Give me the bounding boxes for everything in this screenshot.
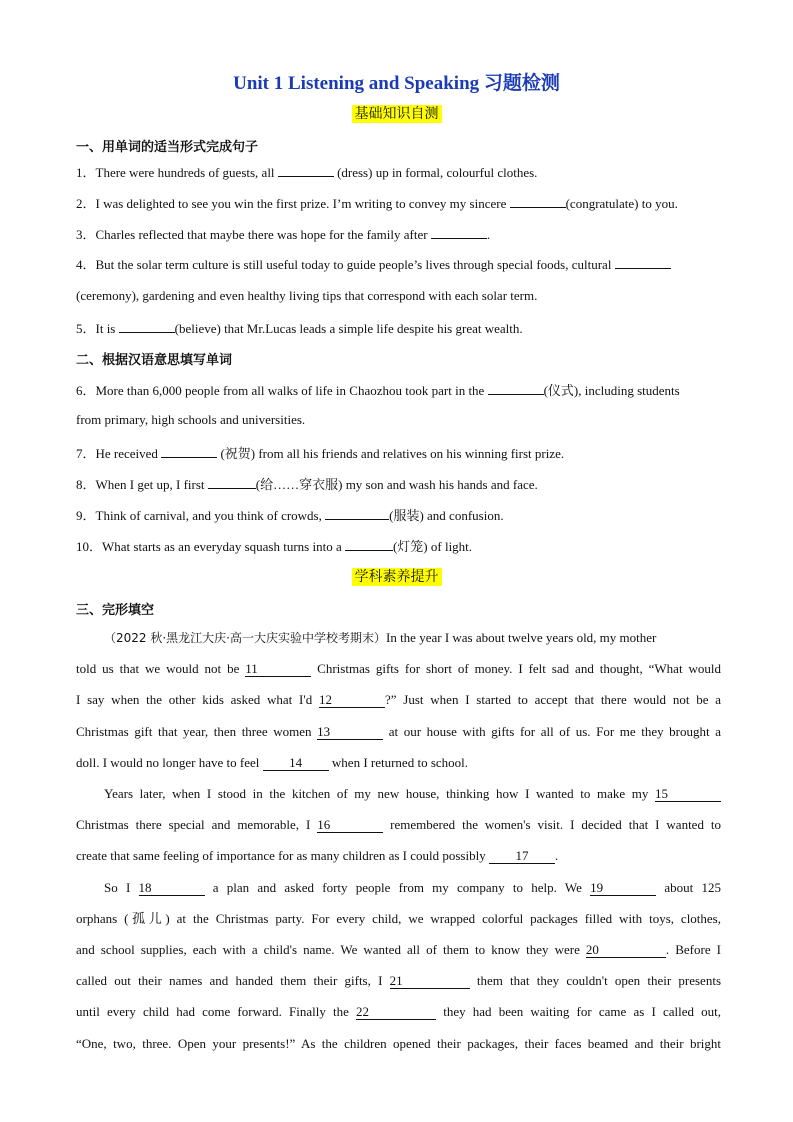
answer-blank[interactable]	[278, 162, 334, 177]
question-9: 9．Think of carnival, and you think of crowds, (服装) and confusion.	[76, 505, 721, 524]
cloze-blank-11[interactable]: 11	[245, 662, 311, 677]
cloze-blank-21[interactable]: 21	[390, 974, 470, 989]
cloze-blank-22[interactable]: 22	[356, 1005, 436, 1020]
cloze-blank-17[interactable]: 17	[489, 849, 555, 864]
question-7: 7．He received (祝贺) from all his friends and relatives on his winning first prize.	[76, 443, 721, 462]
question-6-continued: from primary, high schools and universities.	[76, 412, 306, 427]
cloze-line: （2022 秋·黑龙江大庆·高一大庆实验中学校考期末）In the year I was about twelve years old, my mother	[104, 630, 657, 645]
cloze-line: called out their names and handed them their gifts, I 21 them that they couldn't open their presents	[76, 973, 722, 988]
section-heading-1: 一、用单词的适当形式完成句子	[76, 140, 259, 155]
question-10: 10．What starts as an everyday squash turns into a (灯笼) of light.	[76, 536, 721, 555]
answer-blank[interactable]	[615, 254, 671, 269]
cloze-line: So I 18 a plan and asked forty people from my company to help. We 19 about 125	[104, 880, 722, 895]
cloze-line: I say when the other kids asked what I'd 12 ?” Just when I started to accept that there would not be a	[76, 692, 722, 707]
cloze-line: until every child had come forward. Finally the 22 they had been waiting for came as I called out,	[76, 1004, 721, 1019]
cloze-blank-18[interactable]: 18	[139, 881, 205, 896]
cloze-line: “One, two, three. Open your presents!” As the children opened their packages, their faces beamed and their bright	[76, 1036, 721, 1051]
answer-blank[interactable]	[208, 474, 256, 489]
cloze-line: Christmas gift that year, then three women 13 at our house with gifts for all of us. For me they brought a	[76, 724, 721, 739]
answer-blank[interactable]	[345, 536, 393, 551]
section-heading-3: 三、完形填空	[76, 603, 155, 618]
answer-blank[interactable]	[431, 224, 487, 239]
cloze-blank-19[interactable]: 19	[590, 881, 656, 896]
question-6: 6．More than 6,000 people from all walks of life in Chaozhou took part in the (仪式), including students	[76, 380, 721, 399]
cloze-line: doll. I would no longer have to feel 14 when I returned to school.	[76, 755, 469, 770]
question-4: 4．But the solar term culture is still useful today to guide people’s lives through special foods, cultural (ceremony), gardening and even healthy living tips that correspond with each solar term.	[76, 249, 721, 311]
cloze-line: Years later, when I stood in the kitchen of my new house, thinking how I wanted to make my 15	[104, 786, 721, 802]
document-title: Unit 1 Listening and Speaking 习题检测	[233, 73, 560, 94]
question-8: 8．When I get up, I first (给……穿衣服) my son and wash his hands and face.	[76, 474, 721, 493]
cloze-blank-15[interactable]: 15	[655, 787, 721, 802]
answer-blank[interactable]	[488, 380, 544, 395]
cloze-blank-20[interactable]: 20	[586, 943, 666, 958]
section-tag-basic: 基础知识自测	[0, 103, 793, 123]
section-tag-advanced: 学科素养提升	[0, 566, 793, 586]
question-1: 1．There were hundreds of guests, all (dress) up in formal, colourful clothes.	[76, 162, 721, 181]
answer-blank[interactable]	[325, 505, 389, 520]
cloze-blank-12[interactable]: 12	[319, 693, 385, 708]
cloze-blank-16[interactable]: 16	[317, 818, 383, 833]
question-5: 5．It is (believe) that Mr.Lucas leads a simple life despite his great wealth.	[76, 318, 721, 337]
question-2: 2．I was delighted to see you win the first prize. I’m writing to convey my sincere (congratulate) to you.	[76, 193, 721, 212]
cloze-line: and school supplies, each with a child's name. We wanted all of them to know they were 20 . Before I	[76, 942, 721, 957]
section-heading-2: 二、根据汉语意思填写单词	[76, 353, 233, 368]
question-3: 3．Charles reflected that maybe there was hope for the family after .	[76, 224, 721, 243]
answer-blank[interactable]	[510, 193, 566, 208]
cloze-line: create that same feeling of importance for as many children as I could possibly 17 .	[76, 848, 559, 863]
answer-blank[interactable]	[119, 318, 175, 333]
cloze-line: orphans (孤儿) at the Christmas party. For every child, we wrapped colorful packages filled with toys, clothes,	[76, 911, 721, 926]
cloze-blank-14[interactable]: 14	[263, 756, 329, 771]
cloze-blank-13[interactable]: 13	[317, 725, 383, 740]
answer-blank[interactable]	[161, 443, 217, 458]
cloze-line: Christmas there special and memorable, I 16 remembered the women's visit. I decided that I wanted to	[76, 817, 722, 832]
cloze-line: told us that we would not be 11 Christmas gifts for short of money. I felt sad and thought, “What would	[76, 661, 721, 676]
